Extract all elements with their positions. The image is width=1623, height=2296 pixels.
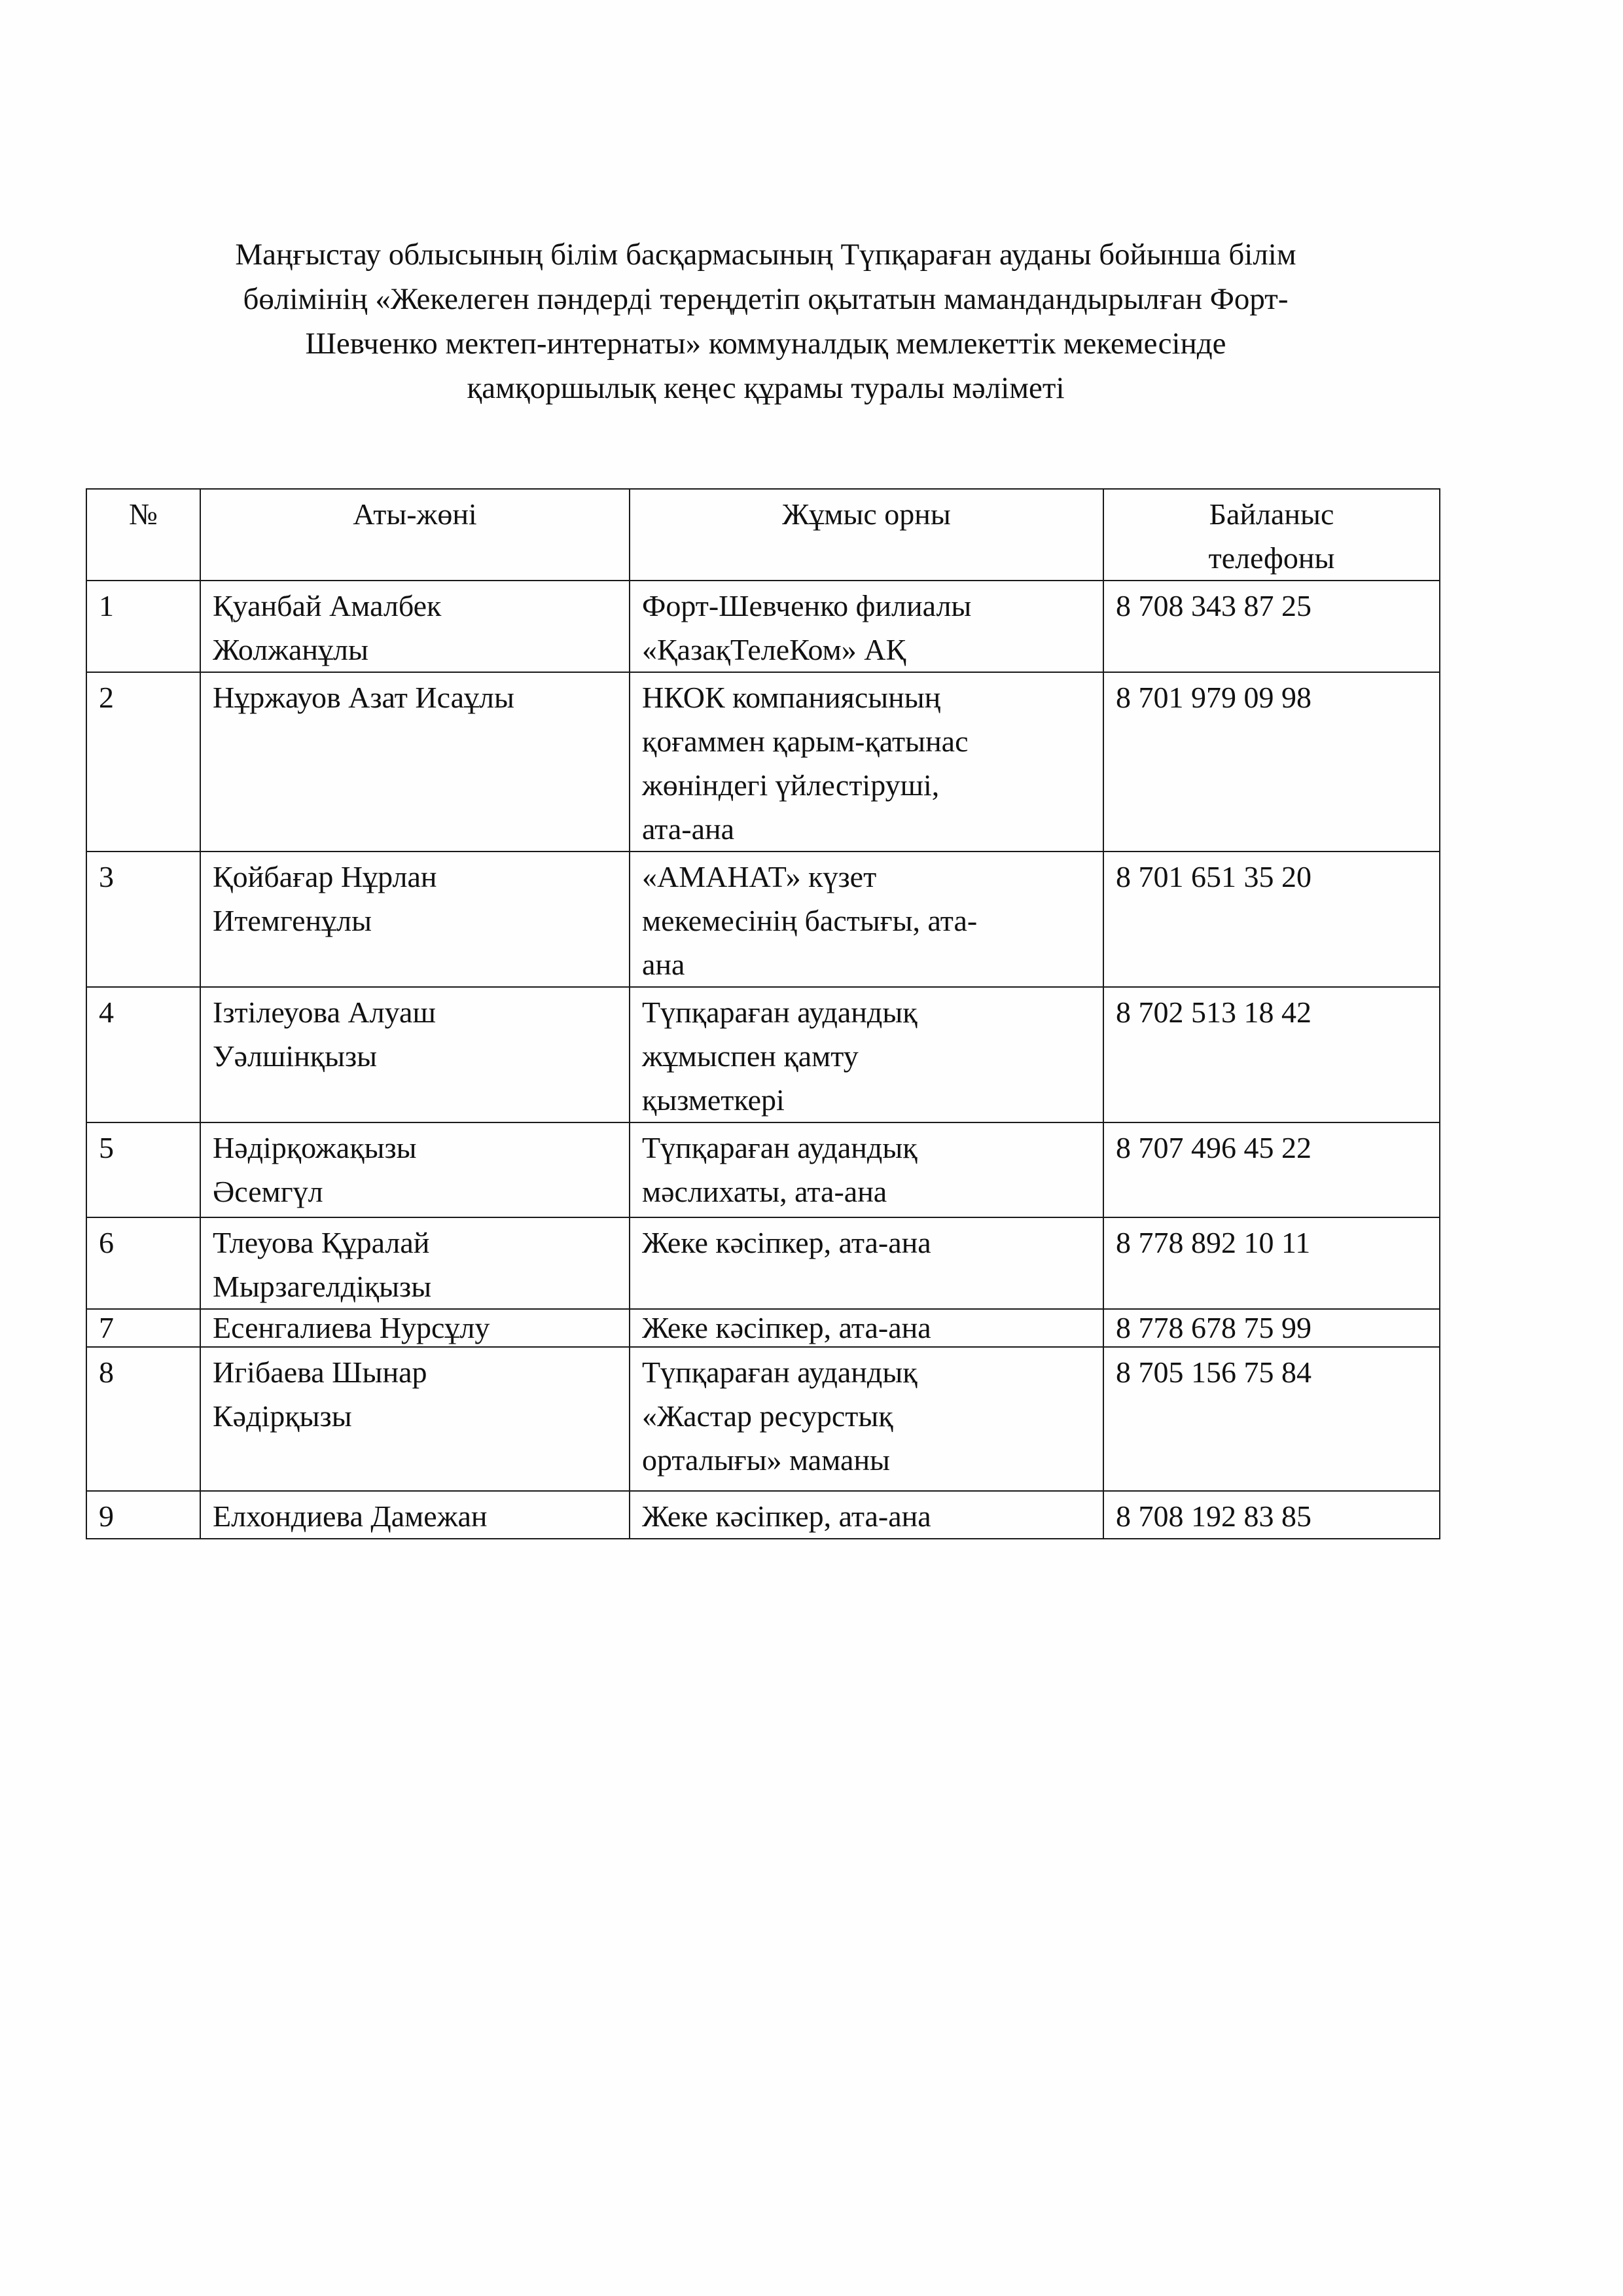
cell-name (200, 672, 630, 852)
cell-phone: 8 705 156 75 84 (1103, 1347, 1440, 1491)
cell-name (200, 1491, 630, 1539)
cell-name (200, 987, 630, 1122)
cell-phone: 8 707 496 45 22 (1103, 1122, 1440, 1217)
cell-workplace (630, 672, 1103, 852)
workplace-line: жөніндегі үйлестіруші, (642, 768, 940, 802)
header-name: Аты-жөні (200, 489, 630, 581)
name-line: Қуанбай Амалбек (213, 589, 442, 622)
header-phone-line: телефоны (1208, 541, 1335, 575)
name-line: Игібаева Шынар (213, 1355, 427, 1389)
cell-phone: 8 778 892 10 11 (1103, 1217, 1440, 1309)
title-line: қамқоршылық кеңес құрамы туралы мәліметі (467, 371, 1065, 405)
document-title (85, 232, 1446, 410)
name-line: Нұржауов Азат Исаұлы (213, 681, 514, 714)
header-num: № (86, 489, 200, 581)
table-row (86, 1491, 1440, 1539)
cell-phone: 8 778 678 75 99 (1103, 1309, 1440, 1347)
workplace-line: мәслихаты, ата-ана (642, 1175, 887, 1208)
cell-workplace (630, 987, 1103, 1122)
cell-num: 6 (86, 1217, 200, 1309)
workplace-line: Жеке кәсіпкер, ата-ана (642, 1499, 931, 1533)
cell-workplace (630, 1217, 1103, 1309)
title-line: Шевченко мектеп-интернаты» коммуналдық мемлекеттік мекемесінде (305, 327, 1226, 361)
cell-num: 8 (86, 1347, 200, 1491)
name-line: Итемгенұлы (213, 904, 372, 937)
workplace-line: «АМАНАТ» күзет (642, 860, 877, 893)
cell-name (200, 1217, 630, 1309)
workplace-line: НКОК компаниясының (642, 681, 941, 714)
cell-num: 2 (86, 672, 200, 852)
cell-name (200, 1122, 630, 1217)
cell-phone: 8 701 979 09 98 (1103, 672, 1440, 852)
table-row (86, 581, 1440, 672)
workplace-line: Түпқараған аудандық (642, 996, 918, 1029)
workplace-line: Жеке кәсіпкер, ата-ана (642, 1226, 931, 1259)
cell-num: 4 (86, 987, 200, 1122)
cell-workplace (630, 1491, 1103, 1539)
workplace-line: Форт-Шевченко филиалы (642, 589, 972, 622)
name-line: Қойбағар Нұрлан (213, 860, 437, 893)
workplace-line: Түпқараған аудандық (642, 1355, 918, 1389)
name-line: Мырзагелдіқызы (213, 1270, 432, 1303)
cell-workplace (630, 1122, 1103, 1217)
cell-name (200, 1347, 630, 1491)
name-line: Әсемгүл (213, 1175, 323, 1208)
name-line: Нәдірқожақызы (213, 1131, 417, 1164)
workplace-line: «Жастар ресурстық (642, 1399, 893, 1433)
cell-phone: 8 708 192 83 85 (1103, 1491, 1440, 1539)
table-row (86, 852, 1440, 987)
workplace-line: Түпқараған аудандық (642, 1131, 918, 1164)
cell-phone: 8 708 343 87 25 (1103, 581, 1440, 672)
workplace-line: «ҚазақТелеКом» АҚ (642, 633, 906, 666)
cell-phone: 8 701 651 35 20 (1103, 852, 1440, 987)
workplace-line: Жеке кәсіпкер, ата-ана (642, 1311, 931, 1344)
workplace-line: ана (642, 948, 685, 981)
cell-workplace (630, 1347, 1103, 1491)
name-line: Кәдірқызы (213, 1399, 352, 1433)
header-phone (1103, 489, 1440, 581)
workplace-line: қоғаммен қарым-қатынас (642, 725, 969, 758)
cell-num: 5 (86, 1122, 200, 1217)
table-row (86, 1217, 1440, 1309)
header-workplace: Жұмыс орны (630, 489, 1103, 581)
name-line: Елхондиева Дамежан (213, 1499, 488, 1533)
title-line: Маңғыстау облысының білім басқармасының Түпқараған ауданы бойынша білім (235, 238, 1296, 272)
table-row (86, 1309, 1440, 1347)
cell-name (200, 852, 630, 987)
header-phone-line: Байланыс (1209, 497, 1334, 531)
cell-name (200, 1309, 630, 1347)
cell-workplace (630, 581, 1103, 672)
name-line: Есенгалиева Нурсұлу (213, 1311, 490, 1344)
cell-workplace (630, 852, 1103, 987)
cell-workplace (630, 1309, 1103, 1347)
name-line: Тлеуова Құралай (213, 1226, 430, 1259)
name-line: Жолжанұлы (213, 633, 368, 666)
cell-phone: 8 702 513 18 42 (1103, 987, 1440, 1122)
cell-num: 1 (86, 581, 200, 672)
table-row (86, 1347, 1440, 1491)
cell-num: 9 (86, 1491, 200, 1539)
title-line: бөлімінің «Жекелеген пәндерді тереңдетіп оқытатын мамандандырылған Форт- (243, 282, 1289, 316)
workplace-line: қызметкері (642, 1083, 785, 1117)
table-row (86, 672, 1440, 852)
board-members-table (86, 488, 1440, 1539)
name-line: Уәлшінқызы (213, 1039, 378, 1073)
table-row (86, 1122, 1440, 1217)
cell-num: 7 (86, 1309, 200, 1347)
cell-num: 3 (86, 852, 200, 987)
workplace-line: жұмыспен қамту (642, 1039, 859, 1073)
name-line: Ізтілеуова Алуаш (213, 996, 436, 1029)
workplace-line: мекемесінің бастығы, ата- (642, 904, 978, 937)
table-header-row (86, 489, 1440, 581)
workplace-line: орталығы» маманы (642, 1443, 890, 1477)
table-row (86, 987, 1440, 1122)
workplace-line: ата-ана (642, 812, 735, 846)
cell-name (200, 581, 630, 672)
